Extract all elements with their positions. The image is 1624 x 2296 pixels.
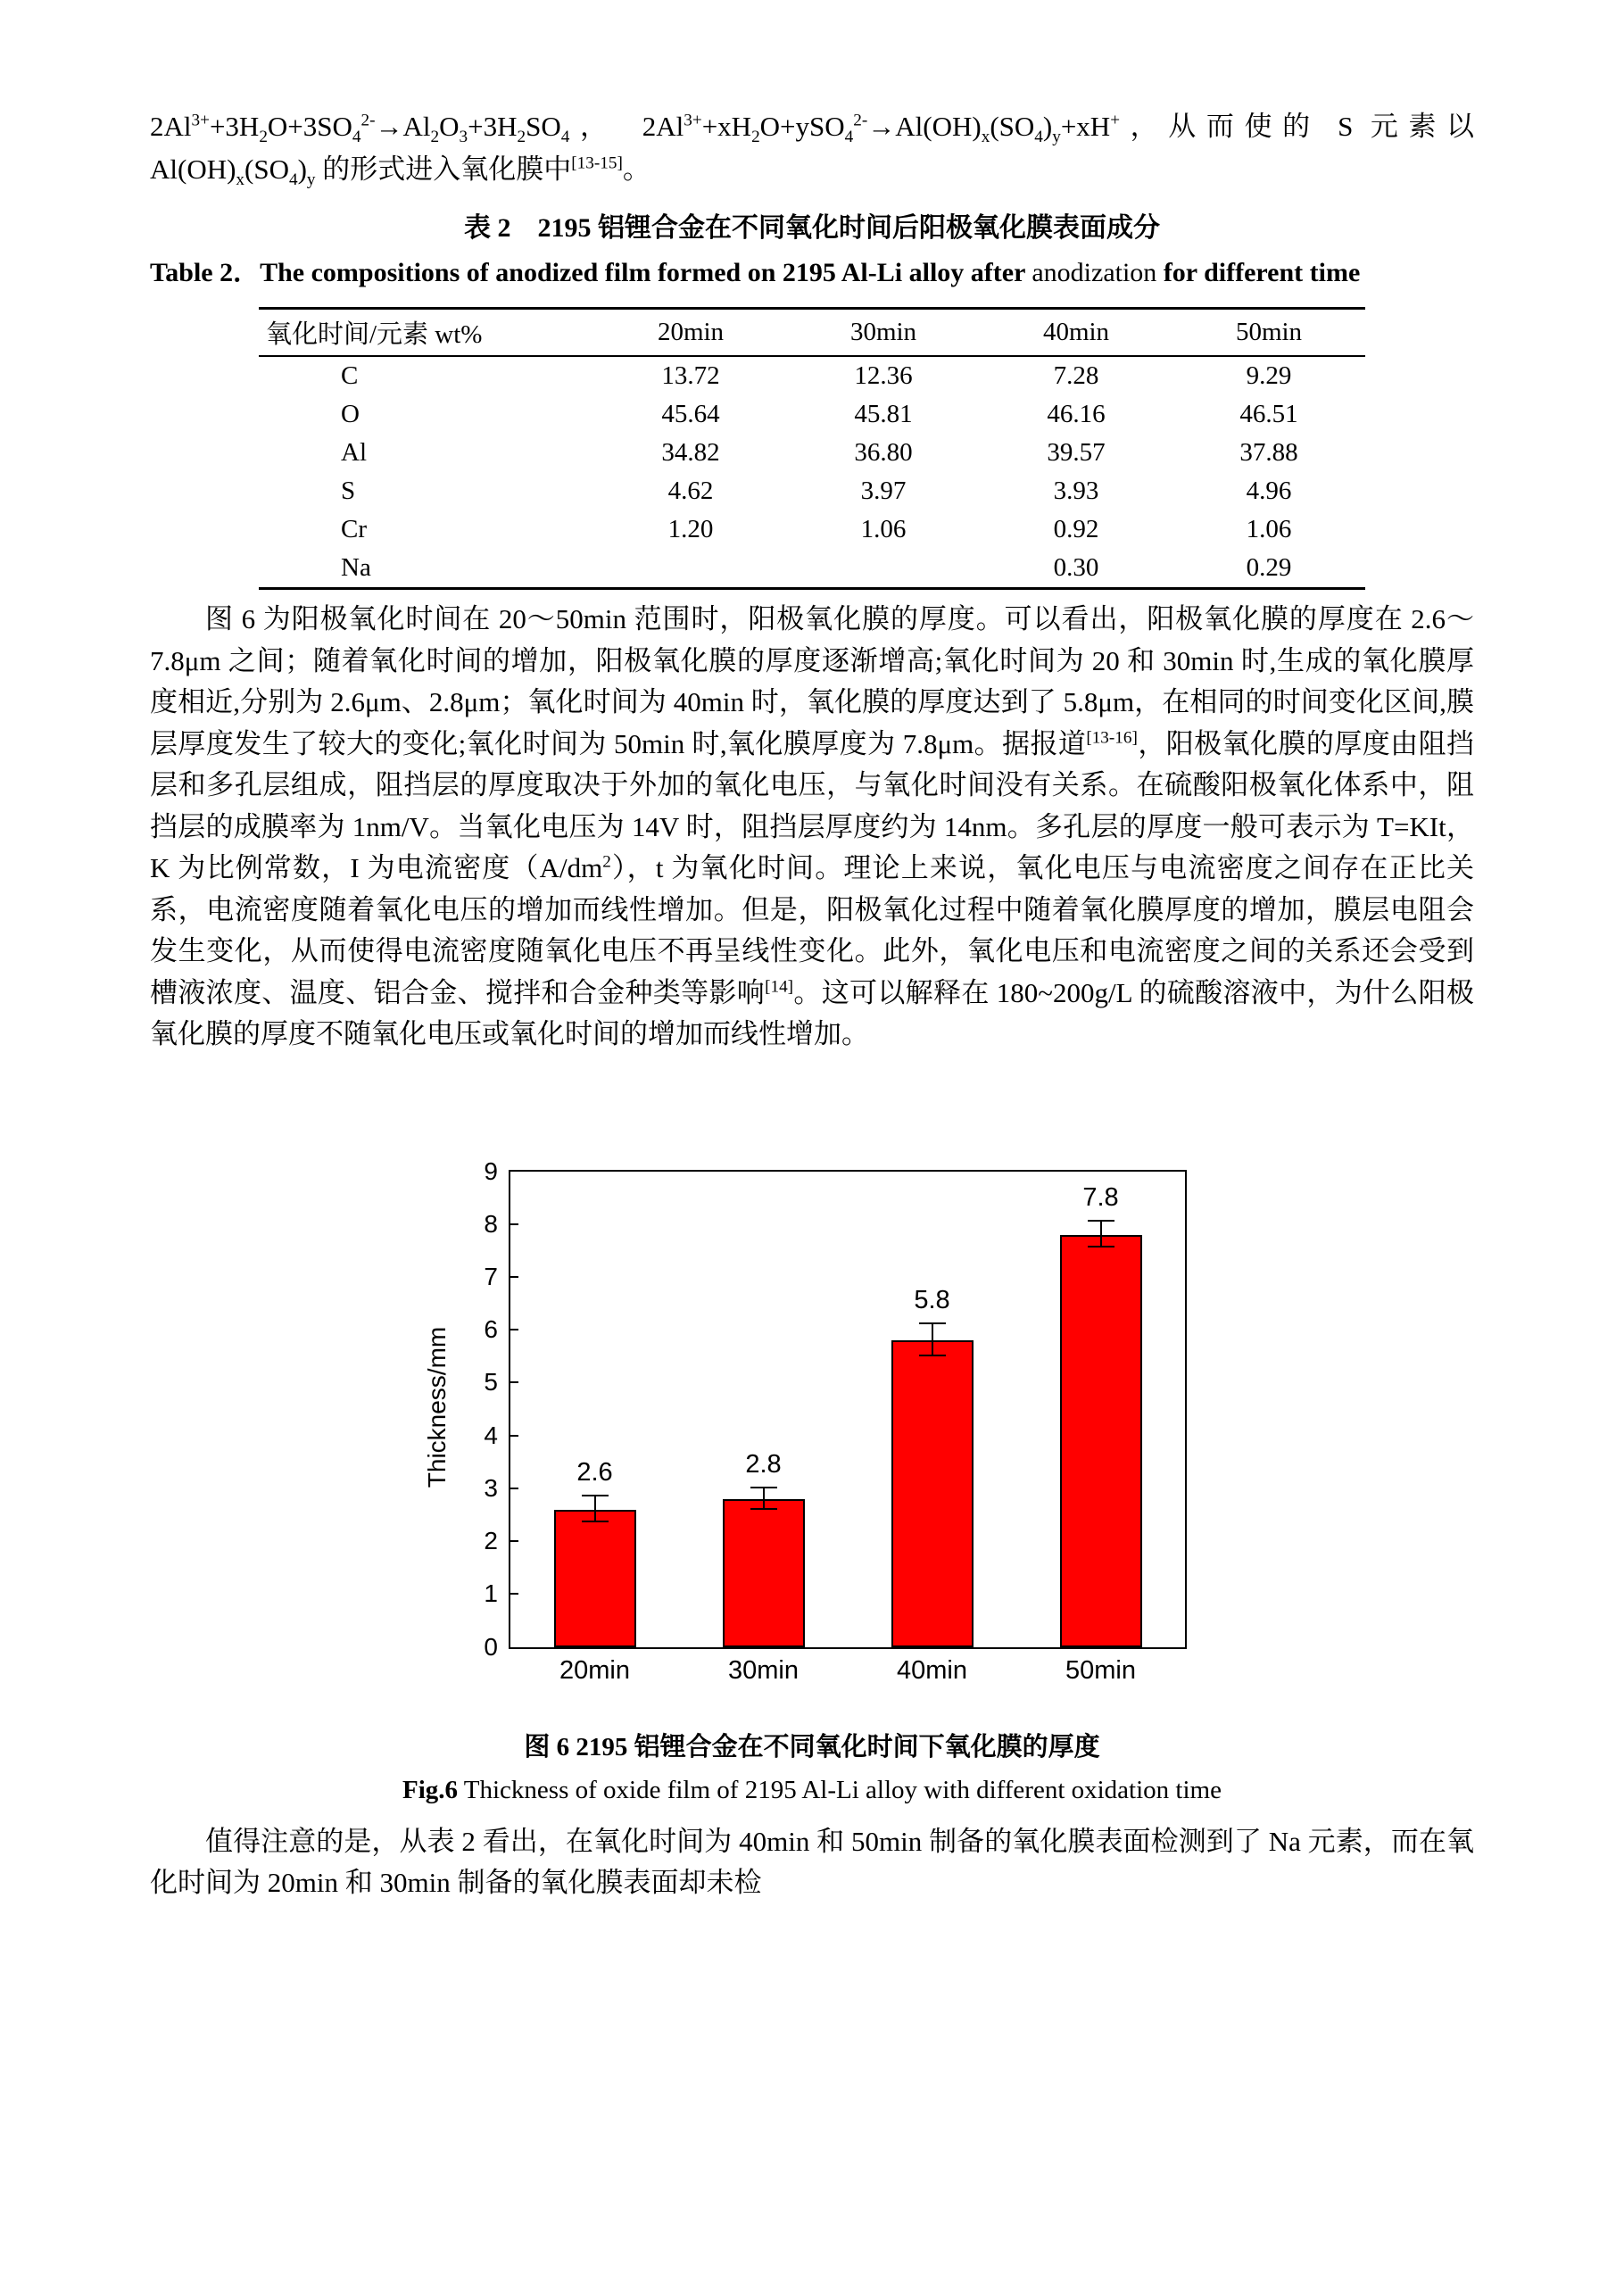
table-row (259, 549, 1365, 589)
value-cell: 45.64 (661, 400, 720, 429)
value-cell (594, 549, 787, 589)
error-bar (763, 1488, 765, 1510)
value-cell (787, 549, 980, 589)
value-cell: 0.30 (1053, 553, 1099, 583)
element-cell: C (341, 361, 359, 391)
y-axis-title: Thickness/mm (423, 1326, 451, 1488)
bar-value-label: 7.8 (1082, 1182, 1119, 1212)
y-tick-label: 9 (484, 1156, 498, 1185)
error-bar-cap (750, 1487, 777, 1488)
table-caption-en: Table 2．The compositions of anodized film formed on 2195 Al-Li alloy after anodization for different time (150, 258, 1361, 288)
table-row (259, 356, 1365, 395)
element-cell: Cr (341, 515, 367, 544)
value-cell: 46.51 (1239, 400, 1298, 429)
value-cell: 4.96 (1246, 477, 1292, 506)
value-cell: 13.72 (661, 361, 720, 391)
y-tick-mark (510, 1223, 518, 1225)
error-bar (594, 1496, 596, 1523)
bar-value-label: 5.8 (914, 1286, 950, 1315)
value-cell: 45.81 (854, 400, 913, 429)
value-cell: 3.97 (860, 477, 907, 506)
value-cell: 39.57 (1047, 438, 1106, 468)
value-cell: 9.29 (1246, 361, 1292, 391)
table-header-time: 50min (1235, 318, 1303, 347)
bar (554, 1510, 636, 1647)
x-tick-label: 50min (1065, 1655, 1136, 1685)
table-caption-zh: 表 2 2195 铝锂合金在不同氧化时间后阳极氧化膜表面成分 (464, 213, 1160, 244)
value-cell: 36.80 (854, 438, 913, 468)
table-header-time: 30min (849, 318, 917, 347)
x-tick-label: 30min (728, 1655, 799, 1685)
bar-value-label: 2.6 (576, 1457, 613, 1487)
error-bar-cap (750, 1508, 777, 1510)
y-tick-label: 8 (484, 1209, 498, 1238)
error-bar (1100, 1222, 1102, 1248)
closing-paragraph: 值得注意的是，从表 2 看出，在氧化时间为 40min 和 50min 制备的氧化膜表面检测到了 Na 元素，而在氧化时间为 20min 和 30min 制备的氧化膜表面却未检 (150, 1825, 1474, 1899)
x-tick-label: 40min (897, 1655, 967, 1685)
element-cell: O (341, 400, 360, 429)
y-tick-label: 4 (484, 1421, 498, 1449)
bar (891, 1340, 974, 1646)
figure-caption-en: Fig.6 Thickness of oxide film of 2195 Al-Li alloy with different oxidation time (402, 1775, 1222, 1804)
table-row (259, 472, 1365, 510)
error-bar-cap (919, 1322, 946, 1324)
thickness-chart (150, 1156, 1474, 1700)
y-tick-mark (510, 1276, 518, 1278)
value-cell: 1.06 (1246, 515, 1292, 544)
y-tick-label: 3 (484, 1473, 498, 1502)
y-tick-label: 5 (484, 1368, 498, 1397)
y-tick-label: 7 (484, 1263, 498, 1291)
y-tick-mark (510, 1381, 518, 1383)
table-header-row (259, 309, 1365, 357)
value-cell: 12.36 (854, 361, 913, 391)
value-cell: 34.82 (661, 438, 720, 468)
value-cell: 7.28 (1053, 361, 1099, 391)
value-cell: 0.29 (1246, 553, 1292, 583)
table-row (259, 510, 1365, 549)
table-header-elements: 氧化时间/元素 wt% (266, 320, 483, 350)
table-header-time: 40min (1042, 318, 1110, 347)
error-bar-cap (582, 1495, 609, 1496)
value-cell: 1.06 (860, 515, 907, 544)
figure-caption-zh: 图 6 2195 铝锂合金在不同氧化时间下氧化膜的厚度 (524, 1732, 1100, 1761)
bar (1060, 1235, 1142, 1647)
value-cell: 3.93 (1053, 477, 1099, 506)
bar (723, 1499, 805, 1647)
body-paragraph: 图 6 为阳极氧化时间在 20～50min 范围时，阳极氧化膜的厚度。可以看出，阳极氧化膜的厚度在 2.6～7.8μm 之间；随着氧化时间的增加，阳极氧化膜的厚度逐渐增高;氧化时间为 20 和 30min 时,生成的氧化膜厚度相近,分别为 2.6μm、2.8μm；氧化时间为 40min 时，氧化膜的厚度达到了 5.8μm，在相同的时间变化区间,膜层厚度发生了较大的变化;氧化时间为 50min 时,氧化膜厚度为 7.8μm。据报道[13-16]，阳极氧化膜的厚度由阻挡层和多孔层组成，阻挡层的厚度取决于外加的氧化电压，与氧化时间没有关系。在硫酸阳极氧化体系中，阻挡层的成膜率为 1nm/V。当氧化电压为 14V 时，阻挡层厚度约为 14nm。多孔层的厚度一般可表示为 T=KIt，K 为比例常数，I 为电流密度$(A/dm^2)$，t 为氧化时间。理论上来说，氧化电压与电流密度之间存在正比关系，电流密度随着氧化电压的增加而线性增加。但是，阳极氧化过程中随着氧化膜厚度的增加，膜层电阻会发生变化，从而使得电流密度随氧化电压不再呈线性变化。此外，氧化电压和电流密度之间的关系还会受到槽液浓度、温度、铝合金、搅拌和合金种类等影响[14]。这可以解释在 180~200g/L 的硫酸溶液中，为什么阳极氧化膜的厚度不随氧化电压或氧化时间的增加而线性增加。 (150, 603, 1474, 1050)
error-bar-cap (919, 1355, 946, 1356)
table-row (259, 434, 1365, 472)
element-cell: Al (341, 438, 367, 468)
table-row (259, 395, 1365, 434)
y-tick-label: 0 (484, 1632, 498, 1661)
error-bar-cap (1088, 1220, 1114, 1222)
x-tick-label: 20min (559, 1655, 630, 1685)
y-tick-mark (510, 1329, 518, 1330)
bar-value-label: 2.8 (745, 1449, 782, 1479)
y-tick-mark (510, 1540, 518, 1542)
element-cell: S (341, 477, 356, 506)
value-cell: 0.92 (1053, 515, 1099, 544)
chemical-equations: $2Al^{3+}+3H_2O+3SO_4^{2-}\to Al_2O_3+3H_2SO_4$， $2Al^{3+}+xH_2O+ySO_4^{2-}\to Al(OH)_x(SO_4)_y+xH^+$，从而使的 S 元素以 $Al(OH)_x(SO_4)_y$ 的形式进入氧化膜中[13-15]。 (150, 111, 1475, 190)
value-cell: 4.62 (667, 477, 714, 506)
y-tick-mark (510, 1593, 518, 1595)
chart-plot-area (484, 1156, 1187, 1685)
y-tick-label: 1 (484, 1579, 498, 1608)
element-cell: Na (341, 553, 371, 583)
y-tick-mark (510, 1435, 518, 1437)
value-cell: 1.20 (667, 515, 714, 544)
error-bar-cap (582, 1521, 609, 1522)
composition-table (259, 307, 1365, 590)
value-cell: 37.88 (1239, 438, 1298, 468)
error-bar-cap (1088, 1246, 1114, 1247)
table-header-time: 20min (657, 318, 725, 347)
error-bar (932, 1324, 933, 1356)
y-tick-label: 2 (484, 1527, 498, 1555)
y-tick-label: 6 (484, 1315, 498, 1344)
y-tick-mark (510, 1488, 518, 1489)
value-cell: 46.16 (1047, 400, 1106, 429)
